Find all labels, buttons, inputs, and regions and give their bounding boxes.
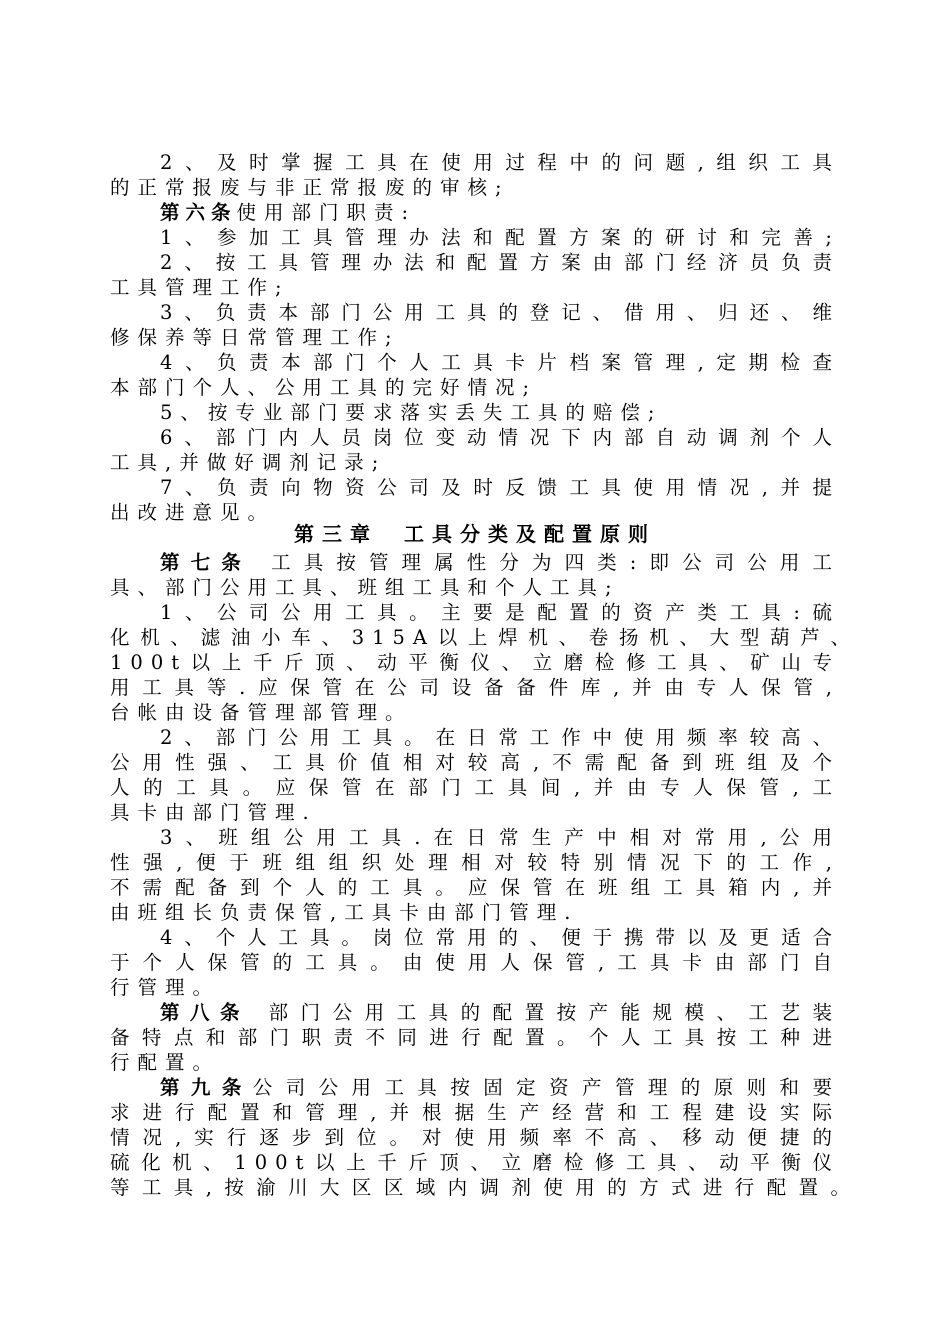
text-line: 工具管理工作; xyxy=(110,276,290,299)
chapter-number: 第三章 xyxy=(294,522,378,546)
text-line: 出改进意见。 xyxy=(110,501,276,524)
article-6-line: 第六条使用部门职责: xyxy=(160,201,417,224)
article-9-line: 第九条公司公用工具按固定资产管理的原则和要 xyxy=(160,1076,840,1099)
text-line: 本部门个人、公用工具的完好情况; xyxy=(110,376,538,399)
text-line: 台帐由设备管理部管理。 xyxy=(110,701,413,724)
text-line: 的正常报废与非正常报废的审核; xyxy=(110,176,510,199)
chapter-heading xyxy=(0,521,950,547)
text-line: 等工具,按渝川大区区域内调剂使用的方式进行配置。 xyxy=(110,1176,858,1199)
text-line: 2、部门公用工具。在日常工作中使用频率较高、 xyxy=(160,726,840,749)
text-line: 行配置。 xyxy=(110,1051,221,1074)
text-line: 不需配备到个人的工具。应保管在班组工具箱内,并 xyxy=(110,876,840,899)
text-line: 4、负责本部门个人工具卡片档案管理,定期检查 xyxy=(160,351,840,374)
text-line: 6、部门内人员岗位变动情况下内部自动调剂个人 xyxy=(160,426,840,449)
text-line: 7、负责向物资公司及时反馈工具使用情况,并提 xyxy=(160,476,840,499)
text-line: 具、部门公用工具、班组工具和个人工具; xyxy=(110,576,620,599)
text-line: 2、及时掌握工具在使用过程中的问题,组织工具 xyxy=(160,151,840,174)
text-line: 公用性强、工具价值相对较高,不需配备到班组及个 xyxy=(110,751,840,774)
text-line: 100t以上千斤顶、动平衡仪、立磨检修工具、矿山专 xyxy=(110,651,840,674)
article-label: 第九条 xyxy=(160,1076,253,1099)
text-line: 具卡由部门管理. xyxy=(110,801,317,824)
text-line: 用工具等.应保管在公司设备备件库,并由专人保管, xyxy=(110,676,840,699)
text-line: 4、个人工具。岗位常用的、便于携带以及更适合 xyxy=(160,926,840,949)
chapter-title: 工具分类及配置原则 xyxy=(404,522,656,546)
article-label: 第八条 xyxy=(160,1001,250,1024)
text-line: 行管理。 xyxy=(110,976,221,999)
text-line: 3、负责本部门公用工具的登记、借用、归还、维 xyxy=(160,301,840,324)
text-line: 由班组长负责保管,工具卡由部门管理. xyxy=(110,901,579,924)
text-line: 性强,便于班组组织处理相对较特别情况下的工作, xyxy=(110,851,840,874)
text-line: 化机、滤油小车、315A以上焊机、卷扬机、大型葫芦、 xyxy=(110,626,858,649)
text-line: 1、参加工具管理办法和配置方案的研讨和完善; xyxy=(160,226,840,249)
text-line: 5、按专业部门要求落实丢失工具的赔偿; xyxy=(160,401,663,424)
article-label: 第六条 xyxy=(160,201,237,224)
text-line: 求进行配置和管理,并根据生产经营和工程建设实际 xyxy=(110,1101,840,1124)
article-label: 第七条 xyxy=(160,551,252,574)
text-line: 备特点和部门职责不同进行配置。个人工具按工种进 xyxy=(110,1026,840,1049)
text-line: 1、公司公用工具。主要是配置的资产类工具:硫 xyxy=(160,601,840,624)
article-8-line: 第八条 部门公用工具的配置按产能规模、工艺装 xyxy=(160,1001,840,1024)
text-line: 人的工具。应保管在部门工具间,并由专人保管,工 xyxy=(110,776,840,799)
text-line: 于个人保管的工具。由使用人保管,工具卡由部门自 xyxy=(110,951,840,974)
text-line: 2、按工具管理办法和配置方案由部门经济员负责 xyxy=(160,251,840,274)
text-line: 修保养等日常管理工作; xyxy=(110,326,400,349)
text-line: 硫化机、100t以上千斤顶、立磨检修工具、动平衡仪 xyxy=(110,1151,840,1174)
article-7-line: 第七条 工具按管理属性分为四类:即公司公用工 xyxy=(160,551,840,574)
text-line: 3、班组公用工具.在日常生产中相对常用,公用 xyxy=(160,826,840,849)
text-line: 情况,实行逐步到位。对使用频率不高、移动便捷的 xyxy=(110,1126,840,1149)
text-line: 工具,并做好调剂记录; xyxy=(110,451,387,474)
